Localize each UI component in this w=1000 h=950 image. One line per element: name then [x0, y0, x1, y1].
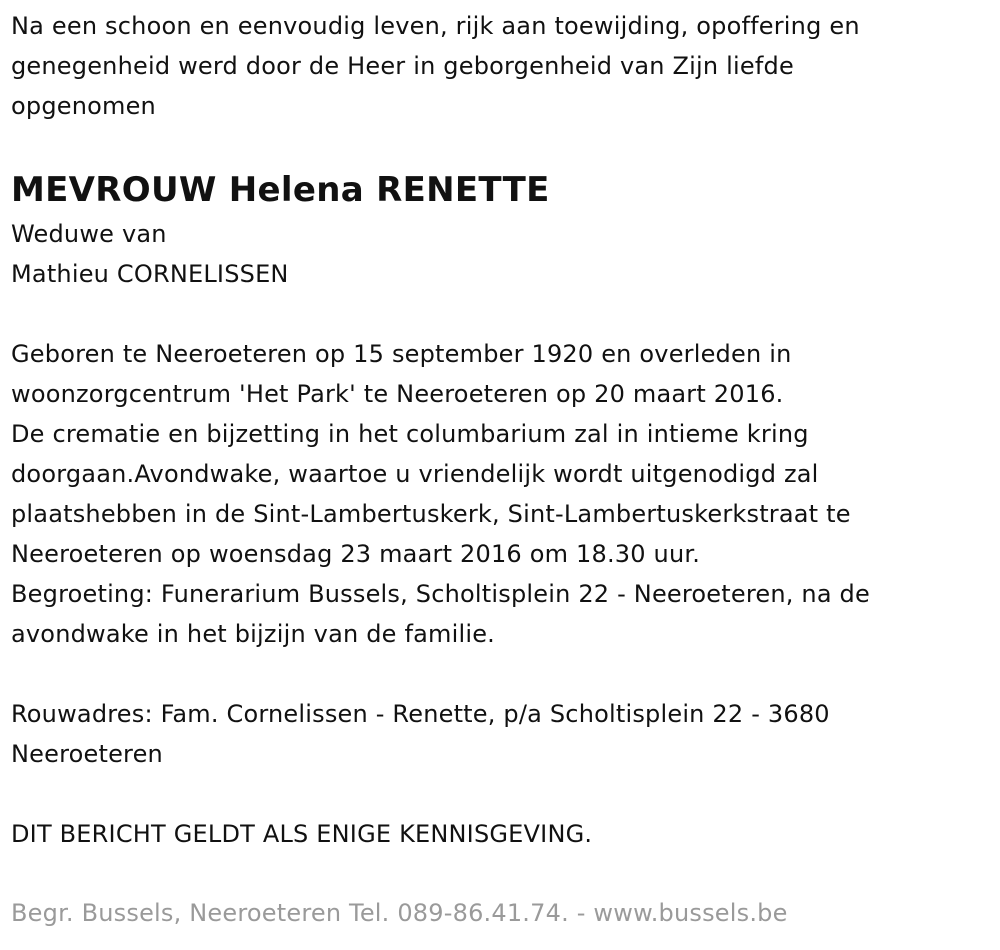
details-line: Geboren te Neeroeteren op 15 september 1920 en overleden in	[11, 340, 792, 368]
mourning-address	[11, 694, 1000, 774]
notice-statement: DIT BERICHT GELDT ALS ENIGE KENNISGEVING.	[11, 820, 593, 848]
details-line: De crematie en bijzetting in het columbarium zal in intieme kring	[11, 420, 809, 448]
intro-line: genegenheid werd door de Heer in geborgenheid van Zijn liefde	[11, 52, 794, 80]
spouse-name: Mathieu CORNELISSEN	[11, 260, 289, 288]
details-line: woonzorgcentrum 'Het Park' te Neeroeteren op 20 maart 2016.	[11, 380, 784, 408]
details-line: Begroeting: Funerarium Bussels, Scholtisplein 22 - Neeroeteren, na de	[11, 580, 870, 608]
details-line: avondwake in het bijzijn van de familie.	[11, 620, 495, 648]
spacer	[11, 294, 1000, 334]
details-line: doorgaan.Avondwake, waartoe u vriendelijk wordt uitgenodigd zal	[11, 460, 819, 488]
address-line: Neeroeteren	[11, 740, 163, 768]
relation-label: Weduwe van	[11, 220, 167, 248]
funeral-home-footer: Begr. Bussels, Neeroeteren Tel. 089-86.41.74. - www.bussels.be	[11, 899, 788, 927]
intro-paragraph	[11, 6, 1000, 126]
spacer	[11, 774, 1000, 814]
intro-line: opgenomen	[11, 92, 156, 120]
details-line: plaatshebben in de Sint-Lambertuskerk, Sint-Lambertuskerkstraat te	[11, 500, 851, 528]
spacer	[11, 654, 1000, 694]
deceased-name: MEVROUW Helena RENETTE	[11, 170, 550, 210]
intro-line: Na een schoon en eenvoudig leven, rijk aan toewijding, opoffering en	[11, 12, 860, 40]
details-paragraph	[11, 334, 1000, 654]
address-line: Rouwadres: Fam. Cornelissen - Renette, p/a Scholtisplein 22 - 3680	[11, 700, 830, 728]
details-line: Neeroeteren op woensdag 23 maart 2016 om 18.30 uur.	[11, 540, 701, 568]
